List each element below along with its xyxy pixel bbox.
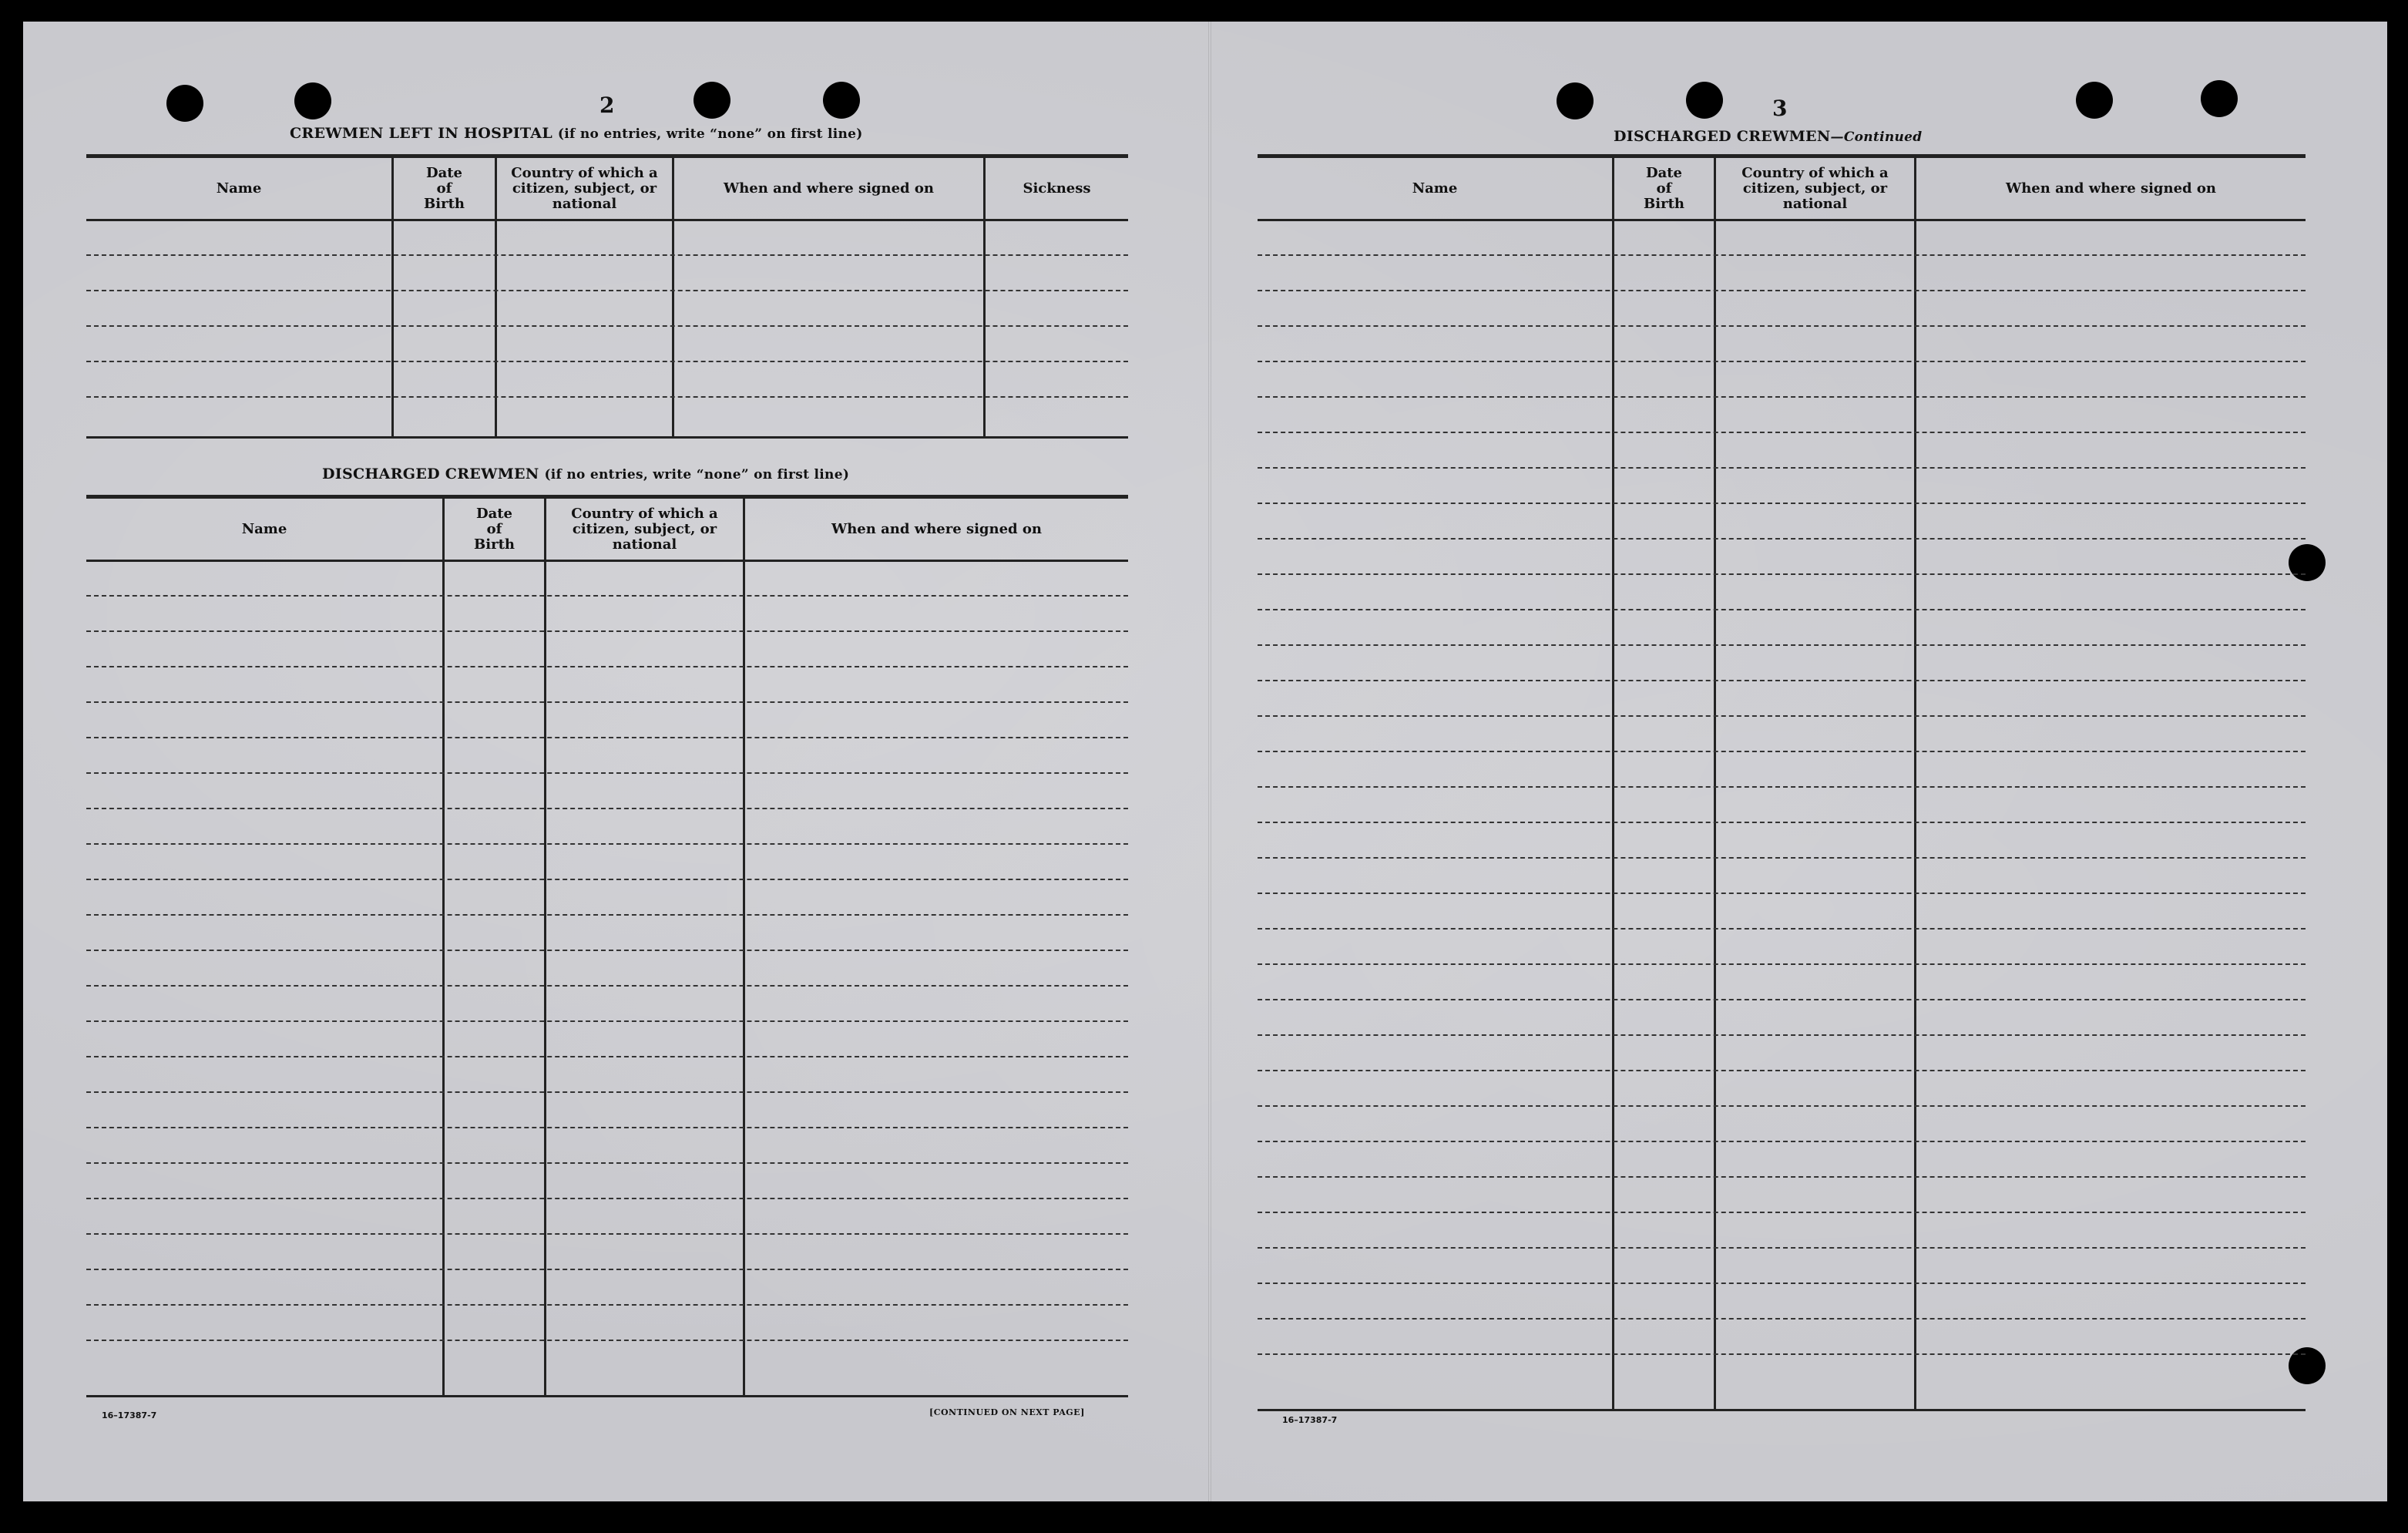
page-fold xyxy=(1208,22,1211,1501)
col-head-signed-on: When and where signed on xyxy=(831,521,1042,537)
discharged-title-text: DISCHARGED CREWMEN xyxy=(322,466,539,482)
form-code-right: 16–17387-7 xyxy=(1282,1415,1338,1425)
col-head-country: Country of which a citizen, subject, or national xyxy=(1741,165,1889,212)
hospital-title-text: CREWMEN LEFT IN HOSPITAL xyxy=(290,125,552,142)
col-head-country: Country of which a citizen, subject, or national xyxy=(511,165,658,212)
discharged-cont-title-text: DISCHARGED CREWMEN xyxy=(1614,128,1831,145)
col-head-date-of-birth: Date of Birth xyxy=(474,506,515,553)
punch-hole xyxy=(2201,80,2238,117)
col-head-signed-on: When and where signed on xyxy=(724,180,934,197)
discharged-cont-table xyxy=(1258,154,2306,1412)
col-head-date-of-birth: Date of Birth xyxy=(1644,165,1684,212)
form-code-left: 16–17387-7 xyxy=(102,1410,157,1420)
col-head-date-of-birth: Date of Birth xyxy=(424,165,465,212)
punch-hole xyxy=(2076,82,2113,119)
punch-hole xyxy=(1686,82,1723,119)
punch-hole xyxy=(1557,82,1594,119)
hospital-table xyxy=(86,154,1128,439)
punch-hole xyxy=(694,82,730,119)
col-head-name: Name xyxy=(216,180,262,197)
punch-hole xyxy=(166,85,203,122)
col-head-country: Country of which a citizen, subject, or national xyxy=(571,506,718,553)
col-head-name: Name xyxy=(241,521,287,537)
punch-hole xyxy=(294,82,331,119)
page-number-left: 2 xyxy=(599,92,615,118)
discharged-cont-section-title xyxy=(1614,128,1922,145)
hospital-title-note: (if no entries, write “none” on first line) xyxy=(557,126,863,142)
hospital-section-title xyxy=(290,125,863,142)
continued-note: [CONTINUED ON NEXT PAGE] xyxy=(929,1407,1085,1417)
discharged-cont-suffix: —Continued xyxy=(1830,129,1923,145)
discharged-title-note: (if no entries, write “none” on first line) xyxy=(544,467,850,482)
col-head-sickness: Sickness xyxy=(1023,180,1091,197)
col-head-name: Name xyxy=(1412,180,1458,197)
col-head-signed-on: When and where signed on xyxy=(2006,180,2216,197)
page-number-right: 3 xyxy=(1772,96,1788,121)
discharged-section-title xyxy=(322,466,849,482)
discharged-table xyxy=(86,495,1128,1398)
punch-hole xyxy=(823,82,860,119)
